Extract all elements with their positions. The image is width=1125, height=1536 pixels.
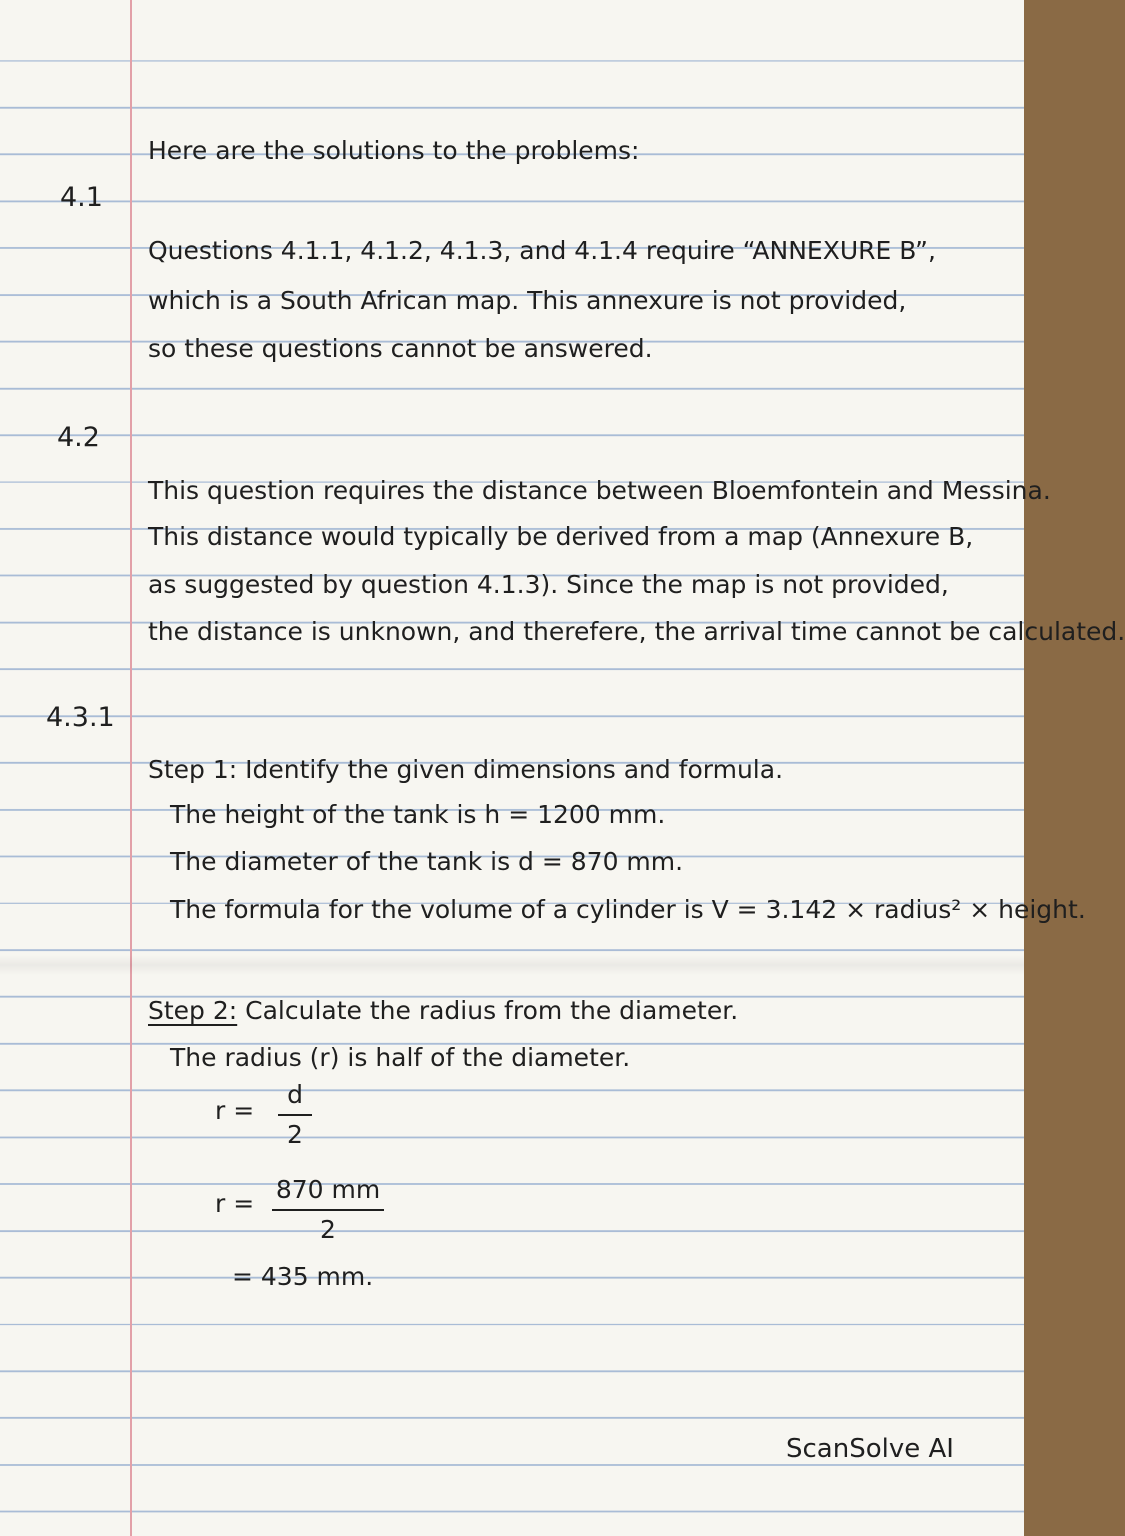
signature: ScanSolve AI	[786, 1434, 954, 1464]
section-number-4-2: 4.2	[57, 422, 100, 453]
step2-line: The radius (r) is half of the diameter.	[170, 1043, 631, 1072]
eq1-denominator: 2	[287, 1120, 303, 1149]
step1-line-height: The height of the tank is h = 1200 mm.	[170, 800, 666, 829]
margin-line	[130, 0, 132, 1536]
section-number-4-1: 4.1	[60, 182, 103, 213]
step1-line-diameter: The diameter of the tank is d = 870 mm.	[170, 847, 684, 876]
eq-result: = 435 mm.	[232, 1262, 374, 1291]
step1-line-formula: The formula for the volume of a cylinder is V = 3.142 × radius² × height.	[170, 895, 1086, 924]
s42-line-4: the distance is unknown, and therefere, the arrival time cannot be calculated.	[148, 617, 1125, 646]
eq2-lhs: r =	[215, 1189, 255, 1218]
step2-heading-line	[148, 996, 738, 1026]
eq2-fraction-bar	[272, 1209, 384, 1211]
page-fold	[0, 955, 1024, 975]
step1-heading: Step 1: Identify the given dimensions and formula.	[148, 755, 784, 784]
s42-line-3: as suggested by question 4.1.3). Since the map is not provided,	[148, 570, 949, 599]
eq2-denominator: 2	[320, 1215, 336, 1244]
s42-line-1: This question requires the distance between Bloemfontein and Messina.	[148, 476, 1051, 505]
s41-line-1: Questions 4.1.1, 4.1.2, 4.1.3, and 4.1.4 require “ANNEXURE B”,	[148, 236, 936, 265]
eq1-lhs: r =	[215, 1096, 255, 1125]
eq1-fraction-bar	[278, 1114, 312, 1116]
step2-label: Step 2:	[148, 996, 238, 1025]
step2-heading: Calculate the radius from the diameter.	[237, 996, 739, 1025]
intro-text: Here are the solutions to the problems:	[148, 136, 640, 165]
eq1-fraction	[278, 1080, 312, 1150]
eq2-numerator: 870 mm	[275, 1175, 381, 1204]
s42-line-2: This distance would typically be derived from a map (Annexure B,	[148, 522, 974, 551]
eq1-numerator: d	[287, 1080, 303, 1109]
section-number-4-3-1: 4.3.1	[46, 702, 115, 733]
s41-line-3: so these questions cannot be answered.	[148, 334, 653, 363]
eq2-fraction	[272, 1175, 384, 1245]
s41-line-2: which is a South African map. This annexure is not provided,	[148, 286, 907, 315]
